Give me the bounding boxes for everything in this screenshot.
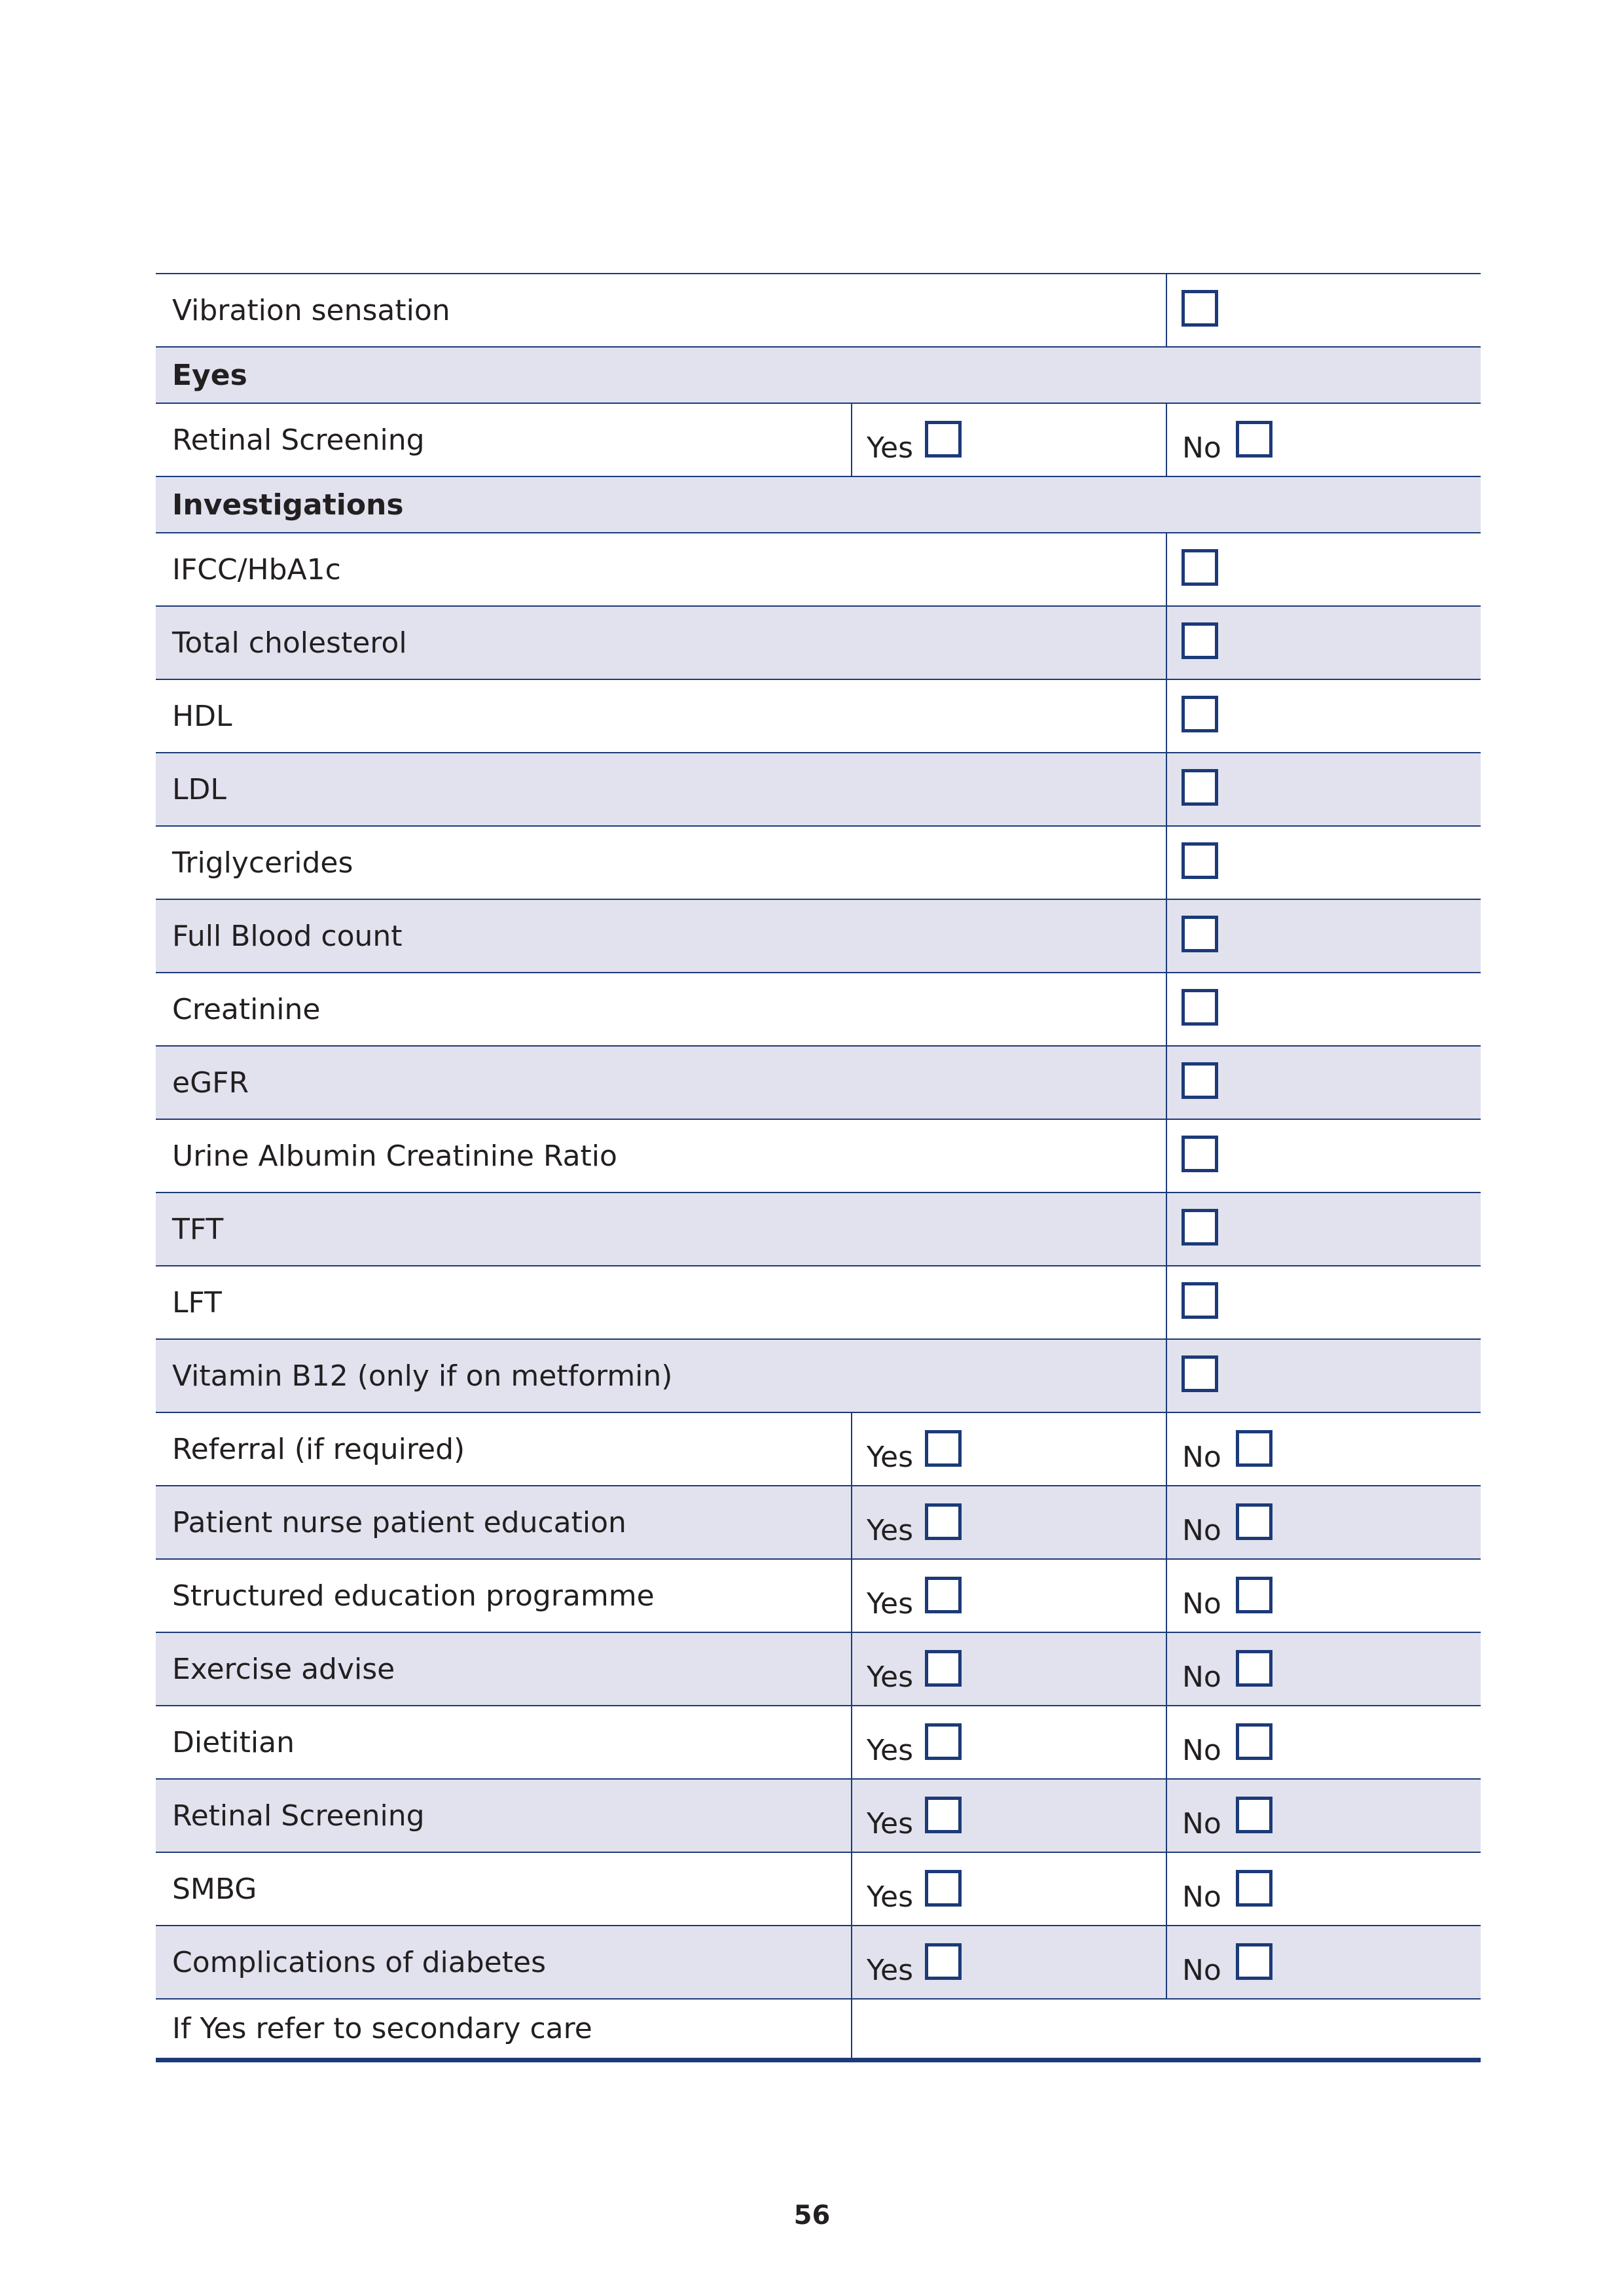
yes-checkbox-structured-education-programme[interactable] <box>925 1577 962 1613</box>
column-divider <box>851 1853 852 1925</box>
assessment-form <box>156 273 1481 2062</box>
row-label: TFT <box>172 1212 224 1246</box>
yes-checkbox-retinal-screening[interactable] <box>925 421 962 457</box>
row-label: Referral (if required) <box>172 1432 465 1466</box>
row-label: Retinal Screening <box>172 423 425 457</box>
no-checkbox-smbg[interactable] <box>1236 1870 1272 1907</box>
column-divider <box>1166 680 1167 752</box>
no-label: No <box>1182 1587 1221 1621</box>
checkbox-hdl[interactable] <box>1182 696 1218 732</box>
checkbox-tft[interactable] <box>1182 1209 1218 1246</box>
checkbox-urine-albumin-creatinine-ratio[interactable] <box>1182 1136 1218 1172</box>
row-label: Complications of diabetes <box>172 1945 546 1979</box>
row-label: Dietitian <box>172 1725 295 1759</box>
row-label: Total cholesterol <box>172 626 407 660</box>
form-row-tft <box>156 1192 1481 1265</box>
form-row-ifcc-hba1c <box>156 532 1481 605</box>
no-checkbox-exercise-advise[interactable] <box>1236 1650 1272 1687</box>
checkbox-creatinine[interactable] <box>1182 989 1218 1026</box>
yes-checkbox-complications-of-diabetes[interactable] <box>925 1943 962 1980</box>
no-label: No <box>1182 1807 1221 1840</box>
no-checkbox-structured-education-programme[interactable] <box>1236 1577 1272 1613</box>
column-divider <box>851 404 852 476</box>
column-divider <box>851 1780 852 1852</box>
column-divider <box>1166 1193 1167 1265</box>
column-divider <box>1166 1780 1167 1852</box>
form-row-retinal-screening <box>156 403 1481 476</box>
row-label: SMBG <box>172 1872 257 1906</box>
form-row-smbg <box>156 1852 1481 1925</box>
checkbox-total-cholesterol[interactable] <box>1182 622 1218 659</box>
no-checkbox-retinal-screening[interactable] <box>1236 1797 1272 1833</box>
row-label: eGFR <box>172 1066 249 1100</box>
form-row-vitamin-b12-only-if-on-metformin <box>156 1338 1481 1412</box>
column-divider <box>1166 900 1167 972</box>
no-checkbox-referral-if-required[interactable] <box>1236 1430 1272 1467</box>
section-title: Investigations <box>172 488 404 522</box>
no-checkbox-complications-of-diabetes[interactable] <box>1236 1943 1272 1980</box>
no-checkbox-retinal-screening[interactable] <box>1236 421 1272 457</box>
yes-checkbox-patient-nurse-patient-education[interactable] <box>925 1503 962 1540</box>
no-label: No <box>1182 1734 1221 1767</box>
column-divider <box>1166 1266 1167 1338</box>
row-label: Structured education programme <box>172 1579 655 1613</box>
column-divider <box>851 1486 852 1558</box>
form-row-full-blood-count <box>156 899 1481 972</box>
checkbox-full-blood-count[interactable] <box>1182 916 1218 952</box>
checkbox-ifcc-hba1c[interactable] <box>1182 549 1218 586</box>
checkbox-egfr[interactable] <box>1182 1062 1218 1099</box>
form-row-urine-albumin-creatinine-ratio <box>156 1119 1481 1192</box>
column-divider <box>1166 1047 1167 1119</box>
row-label: Triglycerides <box>172 846 353 880</box>
column-divider <box>1166 1926 1167 1998</box>
no-label: No <box>1182 1441 1221 1474</box>
form-row-structured-education-programme <box>156 1558 1481 1632</box>
no-checkbox-patient-nurse-patient-education[interactable] <box>1236 1503 1272 1540</box>
form-row-ldl <box>156 752 1481 825</box>
yes-label: Yes <box>867 1514 914 1547</box>
form-row-complications-of-diabetes <box>156 1925 1481 1998</box>
checkbox-lft[interactable] <box>1182 1282 1218 1319</box>
column-divider <box>851 1413 852 1485</box>
form-row-lft <box>156 1265 1481 1338</box>
row-label: If Yes refer to secondary care <box>172 2012 592 2045</box>
form-row-dietitian <box>156 1705 1481 1778</box>
column-divider <box>1166 1706 1167 1778</box>
no-label: No <box>1182 431 1221 465</box>
column-divider <box>851 1706 852 1778</box>
column-divider <box>851 1926 852 1998</box>
page-number: 56 <box>793 2200 831 2231</box>
yes-label: Yes <box>867 1734 914 1767</box>
yes-label: Yes <box>867 1441 914 1474</box>
row-label: Vitamin B12 (only if on metformin) <box>172 1359 673 1393</box>
yes-checkbox-exercise-advise[interactable] <box>925 1650 962 1687</box>
yes-label: Yes <box>867 1880 914 1914</box>
checkbox-vitamin-b12-only-if-on-metformin[interactable] <box>1182 1355 1218 1392</box>
no-label: No <box>1182 1514 1221 1547</box>
row-label: Exercise advise <box>172 1652 395 1686</box>
form-row-total-cholesterol <box>156 605 1481 679</box>
yes-checkbox-retinal-screening[interactable] <box>925 1797 962 1833</box>
yes-label: Yes <box>867 1660 914 1694</box>
row-label: Vibration sensation <box>172 293 450 327</box>
section-header-investigations <box>156 476 1481 532</box>
row-label: Retinal Screening <box>172 1799 425 1833</box>
checkbox-vibration-sensation[interactable] <box>1182 290 1218 327</box>
checkbox-triglycerides[interactable] <box>1182 842 1218 879</box>
column-divider <box>1166 1120 1167 1192</box>
no-label: No <box>1182 1660 1221 1694</box>
column-divider <box>851 2000 852 2058</box>
row-label: Urine Albumin Creatinine Ratio <box>172 1139 617 1173</box>
row-label: Patient nurse patient education <box>172 1505 626 1539</box>
row-label: Creatinine <box>172 992 321 1026</box>
yes-label: Yes <box>867 1954 914 1987</box>
no-label: No <box>1182 1880 1221 1914</box>
column-divider <box>1166 1340 1167 1412</box>
section-header-eyes <box>156 346 1481 403</box>
column-divider <box>1166 533 1167 605</box>
column-divider <box>1166 404 1167 476</box>
row-label: Full Blood count <box>172 919 403 953</box>
column-divider <box>1166 827 1167 899</box>
form-row-hdl <box>156 679 1481 752</box>
form-row-referral-if-required <box>156 1412 1481 1485</box>
form-row-egfr <box>156 1045 1481 1119</box>
yes-checkbox-dietitian[interactable] <box>925 1723 962 1760</box>
column-divider <box>1166 1633 1167 1705</box>
column-divider <box>1166 607 1167 679</box>
column-divider <box>1166 1853 1167 1925</box>
row-label: HDL <box>172 699 232 733</box>
yes-label: Yes <box>867 1587 914 1621</box>
no-label: No <box>1182 1954 1221 1987</box>
form-row-creatinine <box>156 972 1481 1045</box>
form-row-if-yes-refer-to-secondary-care <box>156 1998 1481 2062</box>
column-divider <box>1166 274 1167 346</box>
column-divider <box>1166 1413 1167 1485</box>
form-row-exercise-advise <box>156 1632 1481 1705</box>
column-divider <box>1166 973 1167 1045</box>
yes-checkbox-smbg[interactable] <box>925 1870 962 1907</box>
column-divider <box>1166 1560 1167 1632</box>
form-row-retinal-screening <box>156 1778 1481 1852</box>
form-row-vibration-sensation <box>156 273 1481 346</box>
row-label: LDL <box>172 772 226 806</box>
checkbox-ldl[interactable] <box>1182 769 1218 806</box>
no-checkbox-dietitian[interactable] <box>1236 1723 1272 1760</box>
column-divider <box>851 1633 852 1705</box>
column-divider <box>1166 753 1167 825</box>
row-label: LFT <box>172 1285 222 1319</box>
yes-checkbox-referral-if-required[interactable] <box>925 1430 962 1467</box>
yes-label: Yes <box>867 1807 914 1840</box>
yes-label: Yes <box>867 431 914 465</box>
form-row-triglycerides <box>156 825 1481 899</box>
column-divider <box>851 1560 852 1632</box>
form-row-patient-nurse-patient-education <box>156 1485 1481 1558</box>
section-title: Eyes <box>172 358 247 392</box>
column-divider <box>1166 1486 1167 1558</box>
row-label: IFCC/HbA1c <box>172 552 341 586</box>
